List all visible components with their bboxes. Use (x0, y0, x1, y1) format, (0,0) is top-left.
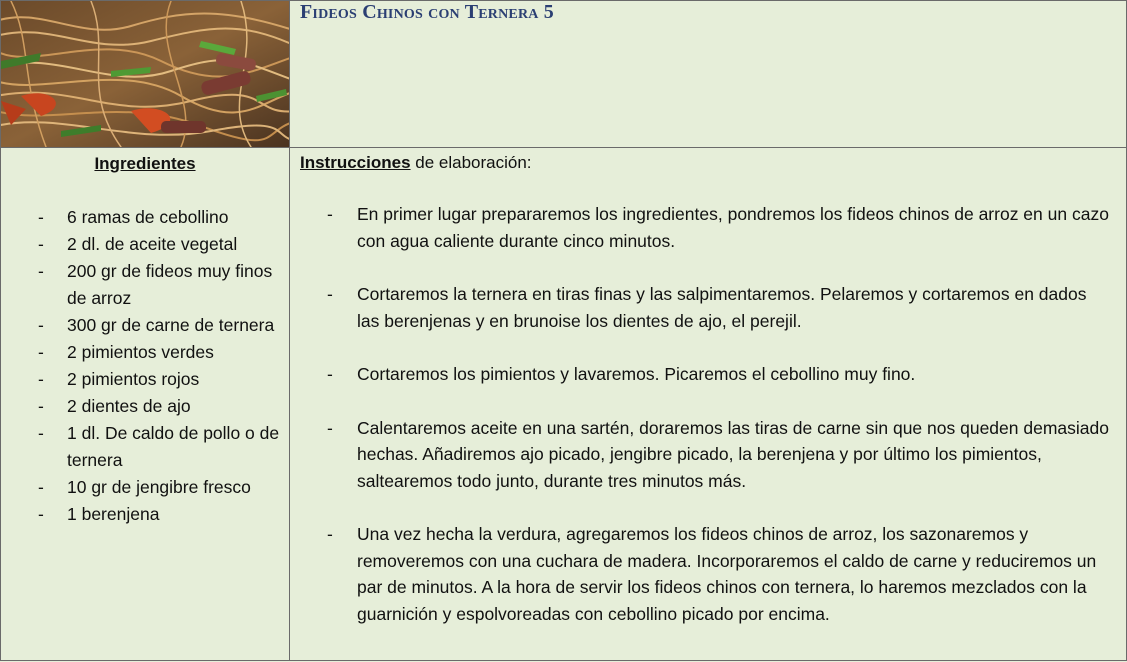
ingredient-item: - 10 gr de jengibre fresco (38, 477, 251, 497)
instruction-step: - Cortaremos la ternera en tiras finas y las salpimentaremos. Pelaremos y cortaremos en dados las berenjenas y en brunoise los dientes de ajo, el perejil. (327, 284, 1087, 331)
instructions-heading (300, 153, 1126, 173)
title-cell (290, 1, 1127, 148)
instructions-heading-rest: de elaboración: (410, 153, 532, 172)
photo-cell (1, 1, 290, 148)
instruction-step: - En primer lugar prepararemos los ingredientes, pondremos los fideos chinos de arroz en un cazo con agua caliente durante cinco minutos. (327, 204, 1109, 251)
ingredient-item: - 200 gr de fideos muy finos de arroz (38, 261, 273, 308)
ingredient-item: - 300 gr de carne de ternera (38, 315, 275, 335)
instructions-cell (290, 148, 1127, 661)
recipe-title: Fideos Chinos con Ternera 5 (300, 1, 554, 23)
ingredients-list (1, 204, 289, 528)
instruction-step: - Una vez hecha la verdura, agregaremos los fideos chinos de arroz, los sazonaremos y removeremos con una cuchara de madera. Incorporaremos el caldo de carne y reduciremos un par de minutos. A la hora de servir los fideos chinos con ternera, lo haremos mezclados con la guarnición y espolvoreadas con cebollino picado por encima. (327, 524, 1097, 624)
ingredient-item: - 2 dientes de ajo (38, 396, 191, 416)
instruction-step: - Cortaremos los pimientos y lavaremos. Picaremos el cebollino muy fino. (327, 364, 916, 384)
ingredient-item: - 6 ramas de cebollino (38, 207, 229, 227)
ingredient-item: - 1 berenjena (38, 504, 160, 524)
ingredients-heading: Ingredientes (94, 154, 196, 173)
noodle-dish-photo (1, 1, 289, 147)
instructions-list (290, 201, 1126, 627)
instruction-step: - Calentaremos aceite en una sartén, doraremos las tiras de carne sin que nos queden demasiado hechas. Añadiremos ajo picado, jengibre picado, la berenjena y por último los pimientos, saltearemos todo junto, durante tres minutos más. (327, 417, 1109, 491)
ingredients-cell (1, 148, 290, 661)
ingredient-item: - 2 pimientos verdes (38, 342, 214, 362)
ingredient-item: - 2 pimientos rojos (38, 369, 200, 389)
ingredient-item: - 2 dl. de aceite vegetal (38, 234, 238, 254)
instructions-heading-bold: Instrucciones (300, 153, 411, 172)
ingredient-item: - 1 dl. De caldo de pollo o de ternera (38, 423, 280, 470)
